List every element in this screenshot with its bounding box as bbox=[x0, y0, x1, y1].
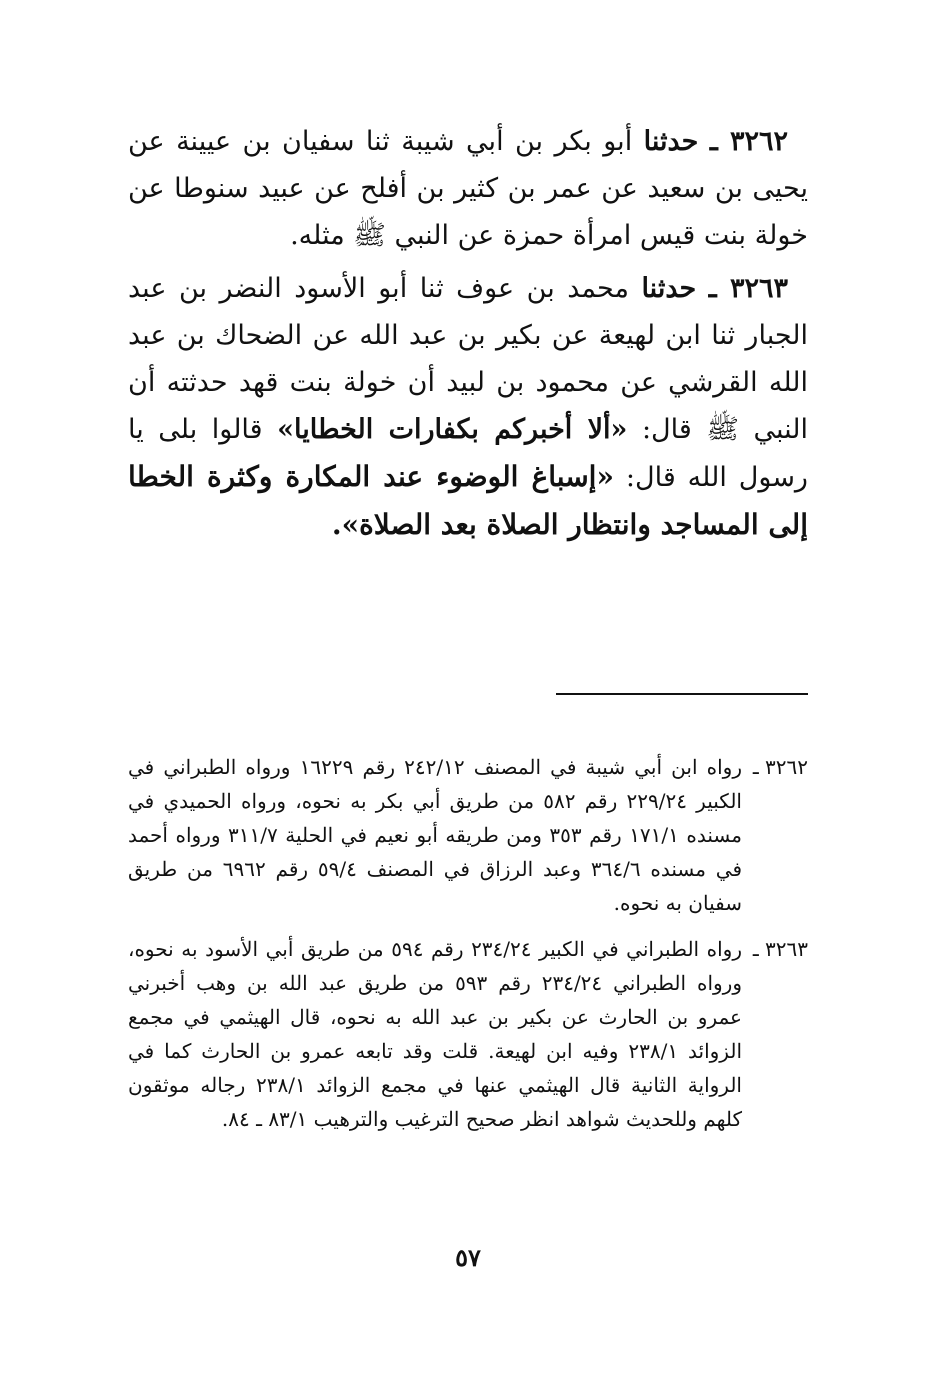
footnote-3263 bbox=[128, 932, 808, 1136]
main-text bbox=[128, 118, 808, 555]
footnote-3262 bbox=[128, 750, 808, 920]
hadith-question: «ألا أخبركم بكفارات الخطايا» bbox=[277, 414, 628, 445]
footnote-number: ٣٢٦٣ ـ bbox=[752, 937, 808, 961]
hadith-reply: قالوا بلى يا رسول الله قال: bbox=[128, 414, 808, 493]
hadith-text: أبو بكر بن أبي شيبة ثنا سفيان بن عيينة عن يحيى بن سعيد عن عمر بن كثير بن أفلح عن عبيد سنوطا عن خولة بنت قيس امرأة حمزة عن النبي ﷺ مثله. bbox=[128, 126, 808, 251]
footnote-text: رواه الطبراني في الكبير ٢٣٤/٢٤ رقم ٥٩٤ من طريق أبي الأسود به نحوه، ورواه الطبراني ٢٣٤/٢٤ رقم ٥٩٣ من طريق عبد الله بن وهب أخبرني عمرو بن الحارث عن بكير بن عبد الله به نحوه، قال الهيثمي في مجمع الزوائد ٢٣٨/١ وفيه ابن لهيعة. قلت وقد تابعه عمرو بن الحارث كما في الرواية الثانية قال الهيثمي عنها في مجمع الزوائد ٢٣٨/١ رجاله موثقون كلهم وللحديث شواهد انظر صحيح الترغيب والترهيب ٨٣/١ ـ ٨٤. bbox=[128, 937, 742, 1131]
hadith-3262 bbox=[128, 118, 808, 259]
hadith-lead-word: حدثنا bbox=[641, 273, 697, 304]
page-number: ٥٧ bbox=[455, 1243, 481, 1272]
footnotes bbox=[128, 750, 808, 1148]
hadith-3263 bbox=[128, 265, 808, 549]
hadith-number: ٣٢٦٢ ـ bbox=[709, 126, 788, 157]
hadith-lead-word: حدثنا bbox=[643, 126, 699, 157]
hadith-matn: «إسباغ الوضوء عند المكارة وكثرة الخطا إلى المساجد وانتظار الصلاة بعد الصلاة». bbox=[128, 460, 808, 541]
footnote-text: رواه ابن أبي شيبة في المصنف ٢٤٢/١٢ رقم ١٦٢٢٩ ورواه الطبراني في الكبير ٢٢٩/٢٤ رقم ٥٨٢ من طريق أبي بكر به نحوه، ورواه الحميدي في مسنده ١٧١/١ رقم ٣٥٣ ومن طريقه أبو نعيم في الحلية ٣١١/٧ ورواه أحمد في مسنده ٣٦٤/٦ وعبد الرزاق في المصنف ٥٩/٤ رقم ٦٩٦٢ من طريق سفيان به نحوه. bbox=[128, 755, 743, 915]
footnote-number: ٣٢٦٢ ـ bbox=[752, 755, 808, 779]
hadith-text: محمد بن عوف ثنا أبو الأسود النضر بن عبد الجبار ثنا ابن لهيعة عن بكير بن عبد الله عن الضحاك بن عبد الله القرشي عن محمود بن لبيد أن خولة بنت قهد حدثته أن النبي ﷺ قال: bbox=[128, 273, 808, 445]
footnote-separator bbox=[556, 693, 808, 695]
hadith-number: ٣٢٦٣ ـ bbox=[708, 273, 788, 304]
